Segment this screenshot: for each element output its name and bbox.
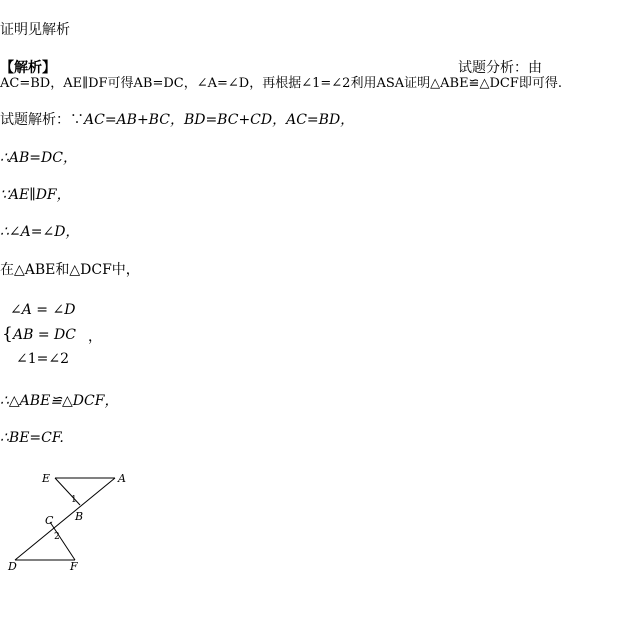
solution-label: 试题解析：∵ <box>0 112 84 128</box>
solution-line-3: ∵AE∥DF， <box>0 187 71 203</box>
label-angle-1: 1 <box>71 495 77 505</box>
label-d: D <box>8 560 17 573</box>
system-brace: { <box>2 324 13 344</box>
analysis-lead: 试题分析：由 <box>458 60 542 76</box>
analysis-heading: 【解析】 <box>0 60 56 76</box>
label-f: F <box>70 560 78 573</box>
label-c: C <box>45 514 54 527</box>
segment-ad <box>15 478 115 560</box>
label-angle-2: 2 <box>54 532 60 542</box>
solution-line-2: ∴AB=DC， <box>0 150 77 166</box>
solution-line-7: ∴BE=CF. <box>0 430 64 446</box>
solution-line-4: ∴∠A=∠D， <box>0 224 80 240</box>
label-b: B <box>75 510 84 523</box>
system-line-1: ∠A = ∠D <box>10 302 76 318</box>
system-line-3: ∠1=∠2 <box>16 351 70 367</box>
solution-line-6: ∴△ABE≌△DCF， <box>0 393 119 409</box>
label-a: A <box>118 472 126 485</box>
solution-line-1 <box>0 112 354 128</box>
system-comma: ， <box>88 329 102 345</box>
solution-given: AC=AB+BC，BD=BC+CD，AC=BD， <box>84 112 355 128</box>
analysis-text: AC=BD，AE∥DF可得AB=DC，∠A=∠D，再根据∠1=∠2利用ASA证明△ABE≌△DCF即可得. <box>0 76 562 91</box>
geometry-figure <box>0 465 140 580</box>
solution-line-5: 在△ABE和△DCF中， <box>0 262 140 278</box>
label-e: E <box>42 472 51 485</box>
system-line-2: AB = DC <box>13 327 76 343</box>
answer-text: 证明见解析 <box>0 22 70 38</box>
